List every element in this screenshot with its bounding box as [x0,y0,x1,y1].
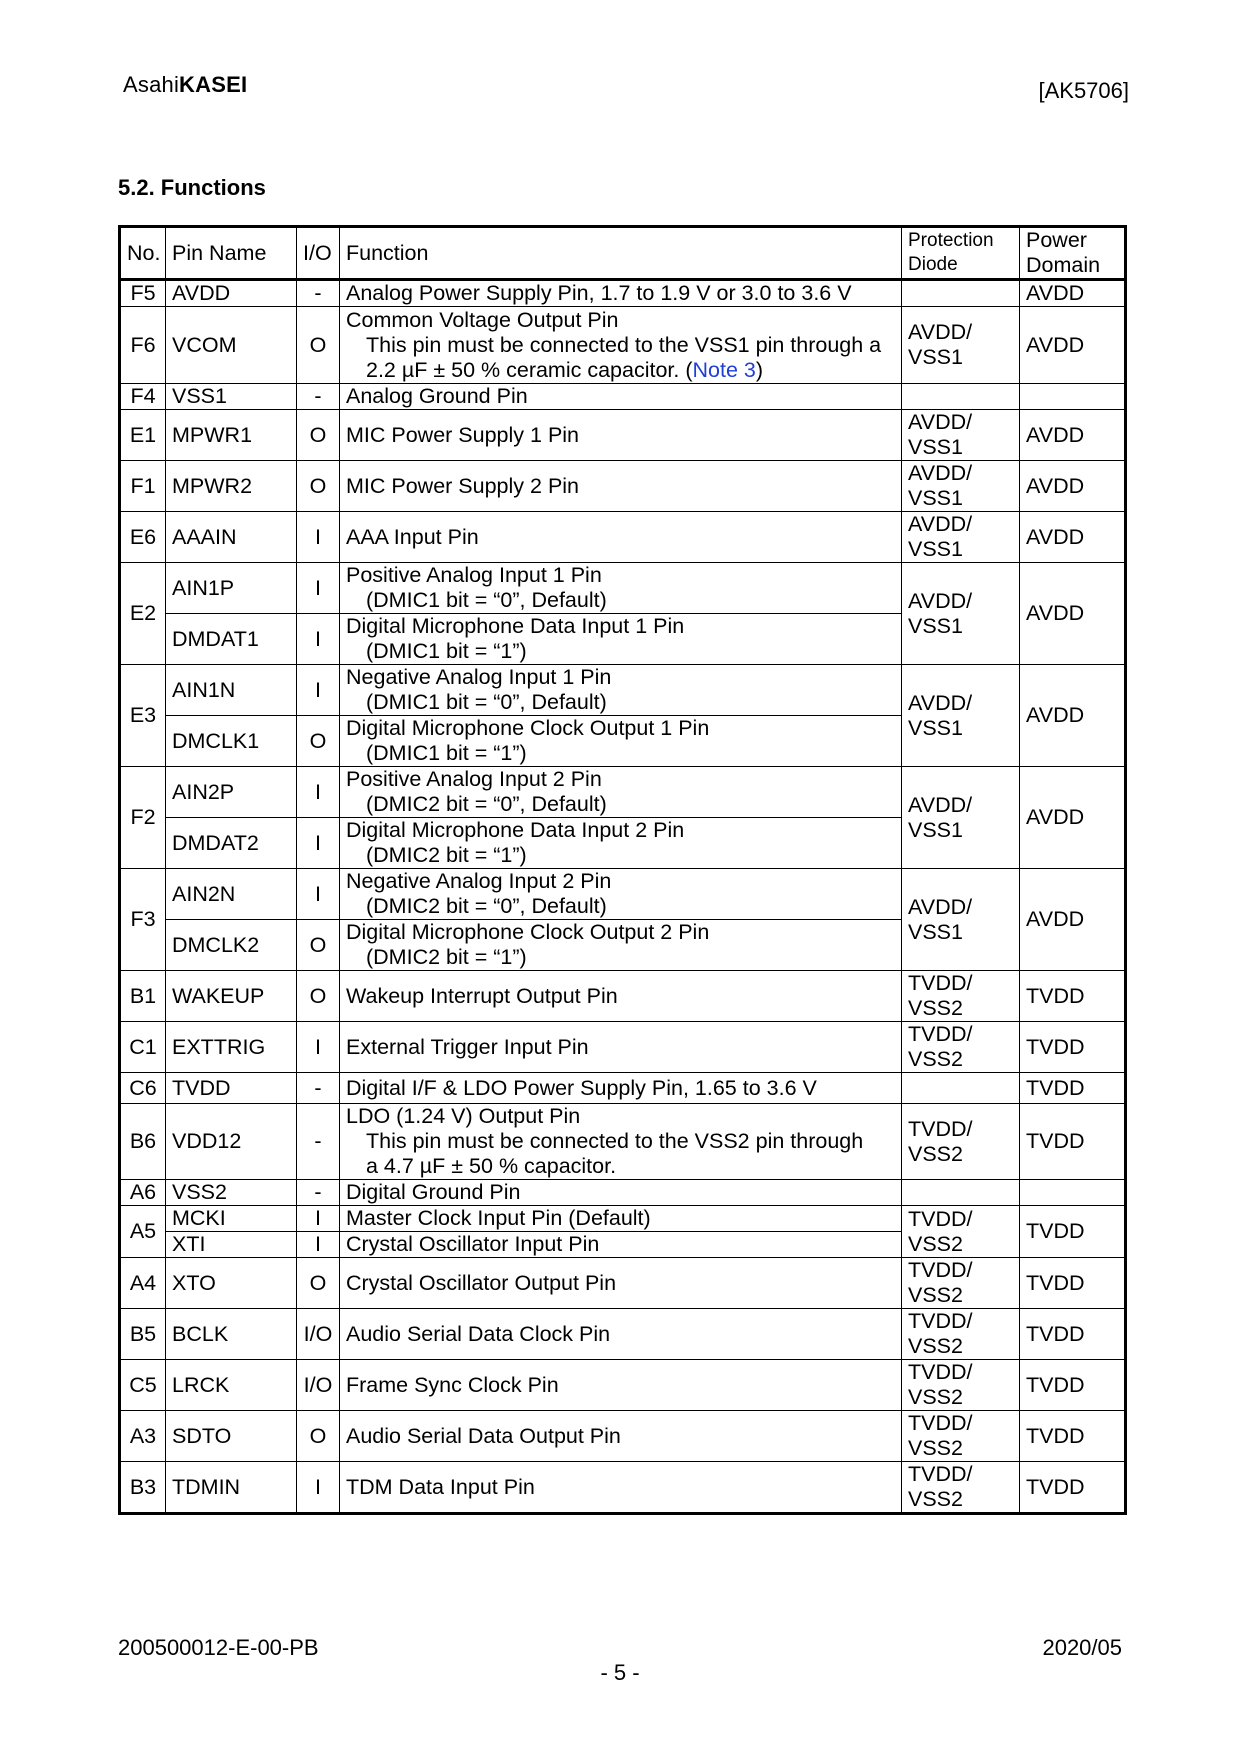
pin-function: MIC Power Supply 1 Pin [340,410,902,461]
pin-name: DMCLK1 [166,716,297,767]
header-io: I/O [297,227,340,280]
pin-io: I [297,563,340,614]
table-row [120,1360,1126,1411]
protection-diode-line: VSS1 [908,613,963,638]
pin-name: EXTTRIG [166,1022,297,1073]
pin-name: VCOM [166,307,297,384]
pin-number: F3 [120,869,166,971]
protection-diode-cell [902,1411,1020,1462]
protection-diode-cell [902,767,1020,869]
pin-function: Audio Serial Data Output Pin [340,1411,902,1462]
function-line: (DMIC2 bit = “0”, Default) [366,792,607,816]
protection-diode-line: VSS1 [908,486,963,510]
pin-number: A6 [120,1180,166,1206]
protection-diode-line: VSS2 [908,1436,963,1460]
protection-diode-line: AVDD/ [908,792,973,817]
protection-diode-line: TVDD/ [908,971,973,995]
protection-diode-line: VSS1 [908,715,963,740]
footer-doc-number: 200500012-E-00-PB [118,1635,319,1660]
pin-functions-table [118,225,1127,1515]
pin-number: A4 [120,1258,166,1309]
pin-function: AAA Input Pin [340,512,902,563]
pin-function [340,869,902,920]
pin-function: Analog Ground Pin [340,384,902,410]
function-line: (DMIC1 bit = “0”, Default) [366,690,607,714]
protection-diode-line: VSS2 [908,996,963,1020]
pin-number: A3 [120,1411,166,1462]
pin-io: O [297,971,340,1022]
header-no: No. [120,227,166,280]
protection-diode-line: TVDD/ [908,1360,973,1384]
pin-io: I [297,512,340,563]
protection-diode-line: AVDD/ [908,320,973,344]
pin-number: E2 [120,563,166,665]
pin-number: F1 [120,461,166,512]
pin-io: O [297,307,340,384]
protection-diode-cell [902,280,1020,307]
power-domain: AVDD [1020,767,1126,869]
pin-name: TDMIN [166,1462,297,1514]
pin-io: I [297,1462,340,1514]
power-domain: TVDD [1020,1411,1126,1462]
function-line: This pin must be connected to the VSS2 pin through [366,1129,864,1153]
pin-name: AVDD [166,280,297,307]
pin-name: TVDD [166,1073,297,1104]
table-row [120,1411,1126,1462]
protection-diode-cell [902,1022,1020,1073]
function-line: Positive Analog Input 2 Pin [346,767,602,791]
protection-diode-line: VSS2 [908,1141,963,1166]
pin-name: DMDAT2 [166,818,297,869]
pin-function: Frame Sync Clock Pin [340,1360,902,1411]
table-row [120,1073,1126,1104]
pin-io: - [297,384,340,410]
function-line: (DMIC2 bit = “1”) [366,945,527,969]
pin-name: WAKEUP [166,971,297,1022]
power-domain: AVDD [1020,461,1126,512]
power-domain: TVDD [1020,1360,1126,1411]
pin-number: B5 [120,1309,166,1360]
table-row [120,1104,1126,1180]
table-row [120,1309,1126,1360]
pin-name: AIN2P [166,767,297,818]
table-row [120,384,1126,410]
table-row [120,563,1126,614]
protection-diode-cell [902,1360,1020,1411]
function-line [346,358,895,383]
protection-diode-line: TVDD/ [908,1116,973,1141]
table-row [120,512,1126,563]
table-row [120,410,1126,461]
table-row [120,1206,1126,1232]
pin-number: C6 [120,1073,166,1104]
protection-diode-cell [902,461,1020,512]
pin-name: VSS1 [166,384,297,410]
protection-diode-line: AVDD/ [908,690,973,715]
header-function: Function [340,227,902,280]
protection-diode-cell [902,1073,1020,1104]
pin-name: VDD12 [166,1104,297,1180]
power-domain: TVDD [1020,1022,1126,1073]
pin-number: F4 [120,384,166,410]
function-line: Negative Analog Input 1 Pin [346,665,612,689]
pin-function: Digital Ground Pin [340,1180,902,1206]
function-line: (DMIC1 bit = “1”) [366,639,527,663]
table-row [120,461,1126,512]
power-domain: AVDD [1020,512,1126,563]
pin-name: BCLK [166,1309,297,1360]
function-text: ) [755,357,764,382]
header-protection-diode: Protection Diode [902,227,1020,280]
pin-name: VSS2 [166,1180,297,1206]
pin-name: AAAIN [166,512,297,563]
pin-function: Crystal Oscillator Input Pin [340,1232,902,1258]
power-domain: TVDD [1020,1462,1126,1514]
power-domain: TVDD [1020,1258,1126,1309]
function-text: 2.2 µF ± 50 % ceramic capacitor. ( [366,357,693,382]
power-domain: TVDD [1020,1104,1126,1180]
pin-name: SDTO [166,1411,297,1462]
pin-function: External Trigger Input Pin [340,1022,902,1073]
protection-diode-line: AVDD/ [908,588,973,613]
pin-io: O [297,1258,340,1309]
pin-io: I [297,818,340,869]
pin-number: C5 [120,1360,166,1411]
protection-diode-cell [902,512,1020,563]
pin-function: Master Clock Input Pin (Default) [340,1206,902,1232]
protection-diode-cell [902,1309,1020,1360]
pin-number: F6 [120,307,166,384]
pin-name: DMCLK2 [166,920,297,971]
pin-io: I [297,614,340,665]
pin-number: B6 [120,1104,166,1180]
protection-diode-line: VSS2 [908,1487,963,1511]
protection-diode-line: VSS2 [908,1334,963,1358]
pin-function [340,614,902,665]
power-domain: TVDD [1020,1073,1126,1104]
footer-date: 2020/05 [1042,1635,1122,1660]
table-row [120,280,1126,307]
protection-diode-line: TVDD/ [908,1309,973,1333]
protection-diode-cell [902,563,1020,665]
pin-number: E3 [120,665,166,767]
power-domain: AVDD [1020,665,1126,767]
pin-io: O [297,716,340,767]
pin-function [340,716,902,767]
pin-number: C1 [120,1022,166,1073]
table-row [120,307,1126,384]
protection-diode-cell [902,1206,1020,1258]
table-row [120,1180,1126,1206]
function-line: (DMIC2 bit = “0”, Default) [366,894,607,918]
pin-io: O [297,461,340,512]
protection-diode-line: TVDD/ [908,1411,973,1435]
protection-diode-cell [902,1258,1020,1309]
pin-function [340,307,902,384]
section-title: 5.2. Functions [118,175,266,200]
table-header-row [120,227,1126,280]
function-line: Digital Microphone Clock Output 2 Pin [346,920,710,944]
power-domain: TVDD [1020,1206,1126,1258]
function-text: a 4.7 µF ± 50 % capacitor. [366,1154,617,1178]
pin-function: Wakeup Interrupt Output Pin [340,971,902,1022]
pin-function [340,920,902,971]
power-domain [1020,384,1126,410]
power-domain: AVDD [1020,410,1126,461]
pin-function: Crystal Oscillator Output Pin [340,1258,902,1309]
power-domain [1020,1180,1126,1206]
pin-io: I [297,1206,340,1232]
protection-diode-line: VSS2 [908,1047,963,1071]
pin-number: F5 [120,280,166,307]
pin-number: B1 [120,971,166,1022]
power-domain: AVDD [1020,563,1126,665]
pin-io: O [297,920,340,971]
function-line: Common Voltage Output Pin [346,307,619,332]
protection-diode-line: TVDD/ [908,1462,973,1486]
protection-diode-line: VSS2 [908,1283,963,1307]
protection-diode-cell [902,869,1020,971]
function-line: LDO (1.24 V) Output Pin [346,1104,581,1128]
function-line: (DMIC1 bit = “1”) [366,741,527,765]
pin-number: E6 [120,512,166,563]
pin-io: I/O [297,1309,340,1360]
function-line [346,1154,895,1179]
pin-io: I [297,1022,340,1073]
pin-io: O [297,1411,340,1462]
table-row [120,869,1126,920]
protection-diode-line: VSS2 [908,1231,963,1256]
pin-io: I [297,1232,340,1258]
table-row [120,665,1126,716]
protection-diode-line: AVDD/ [908,461,973,485]
function-line: This pin must be connected to the VSS1 pin through a [366,332,882,357]
protection-diode-cell [902,1104,1020,1180]
function-line: (DMIC1 bit = “0”, Default) [366,588,607,612]
pin-name: DMDAT1 [166,614,297,665]
power-domain: AVDD [1020,307,1126,384]
pin-name: AIN1N [166,665,297,716]
pin-io: - [297,1104,340,1180]
pin-name: LRCK [166,1360,297,1411]
function-line: Digital Microphone Data Input 2 Pin [346,818,685,842]
pin-function: Digital I/F & LDO Power Supply Pin, 1.65 to 3.6 V [340,1073,902,1104]
header-power-domain: Power Domain [1020,227,1126,280]
pin-function [340,818,902,869]
table-row [120,1462,1126,1514]
document-id: [AK5706] [1038,78,1129,103]
company-logo: AsahiKASEI [123,72,248,97]
pin-number: F2 [120,767,166,869]
pin-io: - [297,280,340,307]
table-row [120,1258,1126,1309]
protection-diode-line: VSS1 [908,435,963,459]
table-row [120,971,1126,1022]
protection-diode-line: VSS1 [908,919,963,944]
pin-name: XTO [166,1258,297,1309]
protection-diode-cell [902,1180,1020,1206]
protection-diode-line: VSS1 [908,817,963,842]
protection-diode-line: AVDD/ [908,410,973,434]
pin-function [340,1104,902,1180]
pin-io: I [297,767,340,818]
protection-diode-cell [902,971,1020,1022]
pin-name: AIN1P [166,563,297,614]
pin-name: MPWR1 [166,410,297,461]
pin-io: - [297,1180,340,1206]
pin-io: I [297,665,340,716]
power-domain: TVDD [1020,1309,1126,1360]
footer-page-number: - 5 - [600,1660,640,1685]
function-line: (DMIC2 bit = “1”) [366,843,527,867]
table-row [120,1022,1126,1073]
pin-io: - [297,1073,340,1104]
protection-diode-line: VSS1 [908,537,963,561]
function-line: Digital Microphone Clock Output 1 Pin [346,716,710,740]
protection-diode-line: VSS1 [908,345,963,369]
protection-diode-cell [902,307,1020,384]
protection-diode-cell [902,384,1020,410]
protection-diode-cell [902,1462,1020,1514]
function-line: Positive Analog Input 1 Pin [346,563,602,587]
protection-diode-line: TVDD/ [908,1022,973,1046]
pin-function [340,665,902,716]
pin-io: I [297,869,340,920]
pin-name: AIN2N [166,869,297,920]
table-row [120,767,1126,818]
header-pin-name: Pin Name [166,227,297,280]
protection-diode-line: VSS2 [908,1385,963,1409]
protection-diode-cell [902,665,1020,767]
power-domain: AVDD [1020,280,1126,307]
protection-diode-line: AVDD/ [908,512,973,536]
pin-function [340,563,902,614]
pin-function [340,767,902,818]
protection-diode-line: TVDD/ [908,1258,973,1282]
protection-diode-line: AVDD/ [908,894,973,919]
pin-name: MPWR2 [166,461,297,512]
pin-function: MIC Power Supply 2 Pin [340,461,902,512]
pin-function: Audio Serial Data Clock Pin [340,1309,902,1360]
function-line: Negative Analog Input 2 Pin [346,869,612,893]
pin-io: I/O [297,1360,340,1411]
pin-number: B3 [120,1462,166,1514]
pin-number: A5 [120,1206,166,1258]
protection-diode-line: TVDD/ [908,1206,973,1231]
function-line: Digital Microphone Data Input 1 Pin [346,614,685,638]
protection-diode-cell [902,410,1020,461]
power-domain: AVDD [1020,869,1126,971]
pin-name: MCKI [166,1206,297,1232]
pin-function: TDM Data Input Pin [340,1462,902,1514]
pin-name: XTI [166,1232,297,1258]
pin-io: O [297,410,340,461]
pin-function: Analog Power Supply Pin, 1.7 to 1.9 V or 3.0 to 3.6 V [340,280,902,307]
power-domain: TVDD [1020,971,1126,1022]
note-reference-link[interactable]: Note 3 [692,357,756,382]
pin-number: E1 [120,410,166,461]
